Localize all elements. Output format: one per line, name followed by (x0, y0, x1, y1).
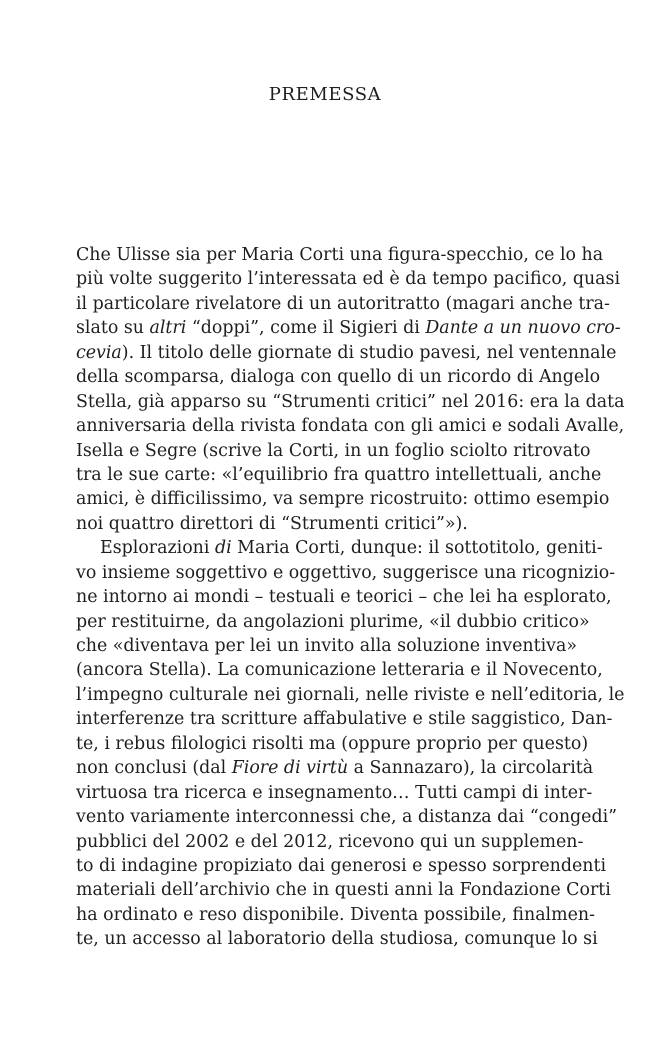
text-line (76, 267, 621, 291)
text-segment: tra le sue carte: «l’equilibrio fra quattro intellettuali, anche (76, 464, 602, 485)
text-line (76, 707, 613, 731)
text-segment: per restituirne, da angolazioni plurime, «il dubbio critico» (76, 611, 590, 632)
paragraph (76, 536, 625, 951)
text-line (76, 854, 607, 878)
text-line (76, 658, 603, 682)
text-segment: te, un accesso al laboratorio della studiosa, comunque lo si (76, 929, 598, 950)
text-segment: anniversaria della rivista fondata con gli amici e sodali Avalle, (76, 416, 625, 437)
text-line (76, 781, 593, 805)
text-segment: noi quattro direttori di “Strumenti critici”»). (76, 513, 468, 534)
text-line (76, 561, 616, 585)
italic-text: altri (149, 318, 187, 339)
text-segment: materiali dell’archivio che in questi anni la Fondazione Corti (76, 880, 611, 901)
text-segment: amici, è difficilissimo, va sempre ricostruito: ottimo esempio (76, 489, 610, 510)
italic-text: di (214, 538, 232, 559)
italic-text: Dante a un nuovo cro- (425, 318, 621, 339)
text-segment: (ancora Stella). La comunicazione letteraria e il Novecento, (76, 660, 603, 681)
text-segment: non conclusi (dal (76, 758, 232, 779)
italic-text: Fiore di virtù (231, 758, 349, 779)
text-segment: slato su (76, 318, 150, 339)
text-line (76, 463, 602, 487)
text-line (76, 390, 625, 414)
text-line (76, 610, 590, 634)
text-segment: Maria Corti, dunque: il sottotitolo, geniti- (231, 538, 603, 559)
paragraph (76, 243, 625, 536)
text-segment: virtuosa tra ricerca e insegnamento… Tutti campi di inter- (76, 782, 593, 803)
page-title: PREMESSA (268, 84, 382, 105)
text-line (76, 365, 601, 389)
text-line (76, 903, 595, 927)
text-segment: più volte suggerito l’interessata ed è da tempo pacifico, quasi (76, 269, 621, 290)
text-line (76, 683, 625, 707)
text-line (76, 756, 594, 780)
text-line (76, 512, 576, 536)
text-line (76, 585, 612, 609)
text-segment: Isella e Segre (scrive la Corti, in un foglio sciolto ritrovato (76, 440, 591, 461)
text-line (76, 414, 625, 438)
text-line (76, 732, 589, 756)
text-segment: te, i rebus filologici risolti ma (oppure proprio per questo) (76, 733, 589, 754)
body-text (76, 243, 625, 952)
text-segment: ). Il titolo delle giornate di studio pavesi, nel ventennale (121, 342, 617, 363)
text-line (76, 341, 617, 365)
text-line (76, 927, 598, 951)
text-segment: vento variamente interconnessi che, a distanza dai “congedi” (76, 807, 618, 828)
text-segment: Esplorazioni (100, 538, 215, 559)
text-segment: ne intorno ai mondi – testuali e teorici – che lei ha esplorato, (76, 587, 612, 608)
text-segment: l’impegno culturale nei giornali, nelle riviste e nell’editoria, le (76, 684, 625, 705)
text-line (76, 292, 610, 316)
text-segment: vo insieme soggettivo e oggettivo, suggerisce una ricognizio- (76, 562, 616, 583)
text-line (76, 830, 584, 854)
text-segment: a Sannazaro), la circolarità (348, 758, 594, 779)
text-segment: Stella, già apparso su “Strumenti critici” nel 2016: era la data (76, 391, 625, 412)
text-segment: ha ordinato e reso disponibile. Diventa possibile, finalmen- (76, 904, 595, 925)
text-line (76, 439, 591, 463)
text-line (76, 536, 603, 560)
text-line (76, 634, 576, 658)
text-line (76, 316, 621, 340)
text-line (76, 487, 610, 511)
text-segment: il particolare rivelatore di un autoritratto (magari anche tra- (76, 293, 610, 314)
text-segment: to di indagine propiziato dai generosi e spesso sorprendenti (76, 855, 607, 876)
text-segment: della scomparsa, dialoga con quello di un ricordo di Angelo (76, 367, 601, 388)
text-segment: interferenze tra scritture affabulative e stile saggistico, Dan- (76, 709, 613, 730)
text-line (76, 805, 618, 829)
text-line (76, 243, 604, 267)
text-segment: che «diventava per lei un invito alla soluzione inventiva» (76, 636, 577, 656)
text-segment: Che Ulisse sia per Maria Corti una figura-specchio, ce lo ha (76, 245, 604, 265)
text-segment: pubblici del 2002 e del 2012, ricevono qui un supplemen- (76, 831, 584, 852)
italic-text: cevia (76, 342, 122, 363)
text-segment: “doppi”, come il Sigieri di (186, 318, 426, 339)
text-line (76, 878, 611, 902)
